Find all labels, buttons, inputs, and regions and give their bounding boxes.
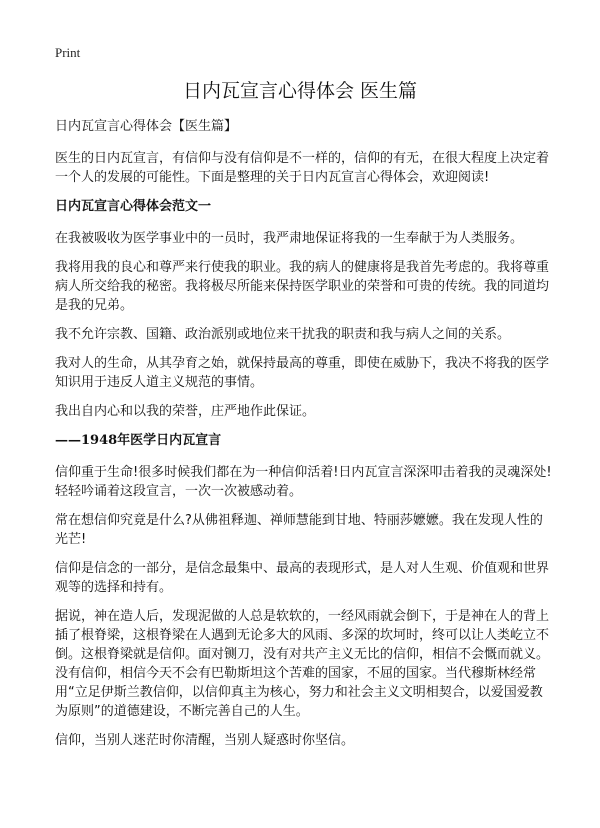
- paragraph: 信仰是信念的一部分，是信念最集中、最高的表现形式，是人对人生观、价值观和世界观等的选择和持有。: [55, 561, 550, 595]
- page-title: 日内瓦宣言心得体会 医生篇: [182, 80, 418, 102]
- paragraph: 在我被吸收为医学事业中的一员时，我严肃地保证将我的一生奉献于为人类服务。: [55, 231, 524, 246]
- section-heading-essay-one: 日内瓦宣言心得体会范文一: [55, 199, 212, 214]
- article-body: [55, 117, 555, 760]
- paragraph: 据说，神在造人后，发现泥做的人总是软软的，一经风雨就会倒下，于是神在人的背上插了根脊梁，这根脊梁在人遇到无论多大的风雨、多深的坎坷时，终可以让人类屹立不倒。这根脊梁就是信仰。面对铡刀，没有对共产主义无比的信仰，相信不会慨而就义。没有信仰，相信今天不会有巴勒斯坦这个苦难的国家，不屈的国家。当代穆斯林经常用“立足伊斯兰教信仰，以信仰真主为核心，努力和社会主义文明相契合，以爱国爱教为原则”的道德建设，不断完善自己的人生。: [55, 609, 550, 719]
- paragraph: 信仰重于生命!很多时候我们都在为一种信仰活着!日内瓦宣言深深叩击着我的灵魂深处!轻轻吟诵着这段宣言，一次一次被感动着。: [55, 465, 552, 499]
- paragraph: 常在想信仰究竟是什么?从佛祖释迦、禅师慧能到甘地、特丽莎嬷嬷。我在发现人性的光芒!: [55, 513, 543, 547]
- paragraph: 我将用我的良心和尊严来行使我的职业。我的病人的健康将是我首先考虑的。我将尊重病人所交给我的秘密。我将极尽所能来保持医学职业的荣誉和可贵的传统。我的同道均是我的兄弟。: [55, 260, 550, 313]
- section-heading-declaration-source: ——1948年医学日内瓦宣言: [55, 433, 222, 448]
- paragraph: 我出自内心和以我的荣誉，庄严地作此保证。: [55, 404, 316, 419]
- paragraph: 我对人的生命，从其孕育之始，就保持最高的尊重，即使在威胁下，我决不将我的医学知识用于违反人道主义规范的事情。: [55, 356, 550, 390]
- article-subtitle: 日内瓦宣言心得体会【医生篇】: [55, 119, 238, 134]
- intro-paragraph: 医生的日内瓦宣言，有信仰与没有信仰是不一样的，信仰的有无，在很大程度上决定着一个人的发展的可能性。下面是整理的关于日内瓦宣言心得体会，欢迎阅读!: [55, 151, 550, 185]
- paragraph: 我不允许宗教、国籍、政治派别或地位来干扰我的职责和我与病人之间的关系。: [55, 327, 511, 342]
- paragraph: 信仰，当别人迷茫时你清醒，当别人疑惑时你坚信。: [55, 733, 355, 748]
- print-link[interactable]: Print: [55, 45, 81, 60]
